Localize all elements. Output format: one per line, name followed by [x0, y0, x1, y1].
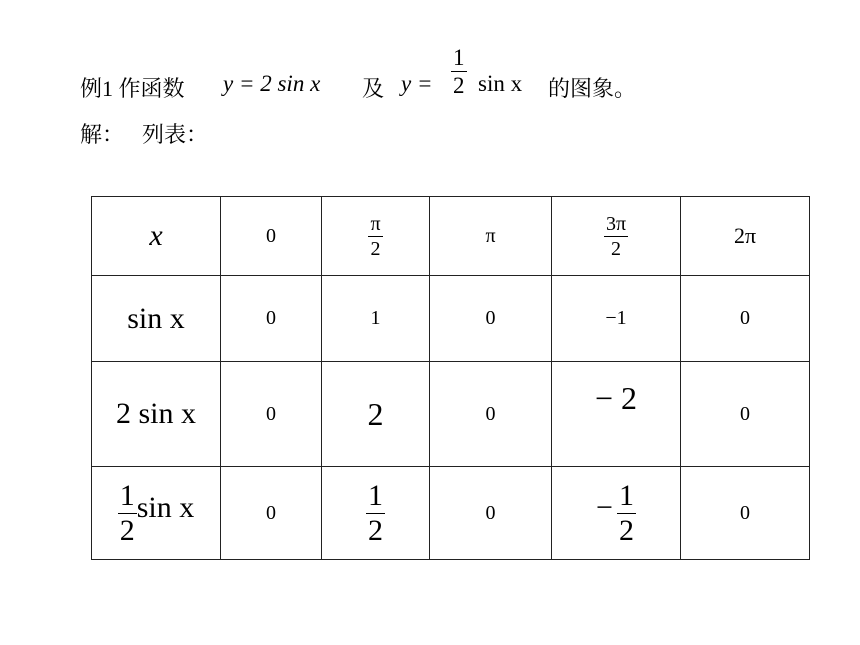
- frac-num: 3π: [605, 212, 627, 235]
- cell-2sin-3: − 2: [552, 362, 681, 467]
- cell-x-pi: π: [430, 197, 552, 276]
- cell-x-pi-over-2: [322, 197, 430, 276]
- cell-sin-4: 0: [681, 276, 810, 362]
- solution-line: [80, 118, 208, 149]
- cell-sin-0: 0: [221, 276, 322, 362]
- row-label-2sin: 2 sin x: [92, 362, 221, 467]
- frac-num: 1: [119, 478, 135, 512]
- conjunction-and: 及: [362, 76, 385, 101]
- cell-half-2: 0: [430, 467, 552, 560]
- row-label-sin: [92, 276, 221, 362]
- cell-2sin-4: 0: [681, 362, 810, 467]
- example-suffix: 的图象。: [548, 76, 637, 101]
- cell-half-1: [322, 467, 430, 560]
- frac-num: π: [370, 212, 381, 235]
- frac-den: 2: [618, 513, 634, 547]
- fraction-numerator: 1: [453, 45, 465, 70]
- row-label-text: sin x: [127, 301, 185, 335]
- table-row-sin: [92, 276, 810, 362]
- equation-y-2sinx: y = 2 sin x: [223, 71, 321, 96]
- example-prefix: 例1 作函数: [80, 76, 185, 101]
- cell-x-0: 0: [221, 197, 322, 276]
- frac-den: 2: [370, 237, 381, 260]
- equation-lhs: y =: [401, 71, 433, 96]
- solution-text: 列表：: [142, 122, 209, 147]
- row-label-half-sin: [92, 467, 221, 560]
- frac-den: 2: [368, 513, 383, 547]
- minus-sign: −: [596, 490, 613, 524]
- fraction-one-half: [451, 46, 467, 97]
- cell-2sin-0: 0: [221, 362, 322, 467]
- cell-x-3pi-over-2: [552, 197, 681, 276]
- equation-rhs: sin x: [478, 71, 523, 96]
- cell-2sin-1: 2: [322, 362, 430, 467]
- row-label-fn: sin x: [136, 490, 195, 524]
- cell-sin-2: 0: [430, 276, 552, 362]
- frac-num: 1: [368, 478, 383, 512]
- cell-x-2pi: 2π: [681, 197, 810, 276]
- cell-half-4: 0: [681, 467, 810, 560]
- cell-sin-1: 1: [322, 276, 430, 362]
- cell-sin-3: −1: [552, 276, 681, 362]
- fraction-denominator: 2: [453, 73, 465, 98]
- row-label-x: x: [92, 197, 221, 276]
- solution-label: 解：: [80, 122, 125, 147]
- frac-num: 1: [618, 478, 634, 512]
- cell-2sin-2: 0: [430, 362, 552, 467]
- table-row-half-sin: [92, 467, 810, 560]
- table-row-x: [92, 197, 810, 276]
- cell-half-3: [552, 467, 681, 560]
- values-table: [91, 196, 810, 560]
- table-row-2sin: [92, 362, 810, 467]
- cell-half-0: 0: [221, 467, 322, 560]
- frac-den: 2: [610, 237, 621, 260]
- frac-den: 2: [119, 513, 135, 547]
